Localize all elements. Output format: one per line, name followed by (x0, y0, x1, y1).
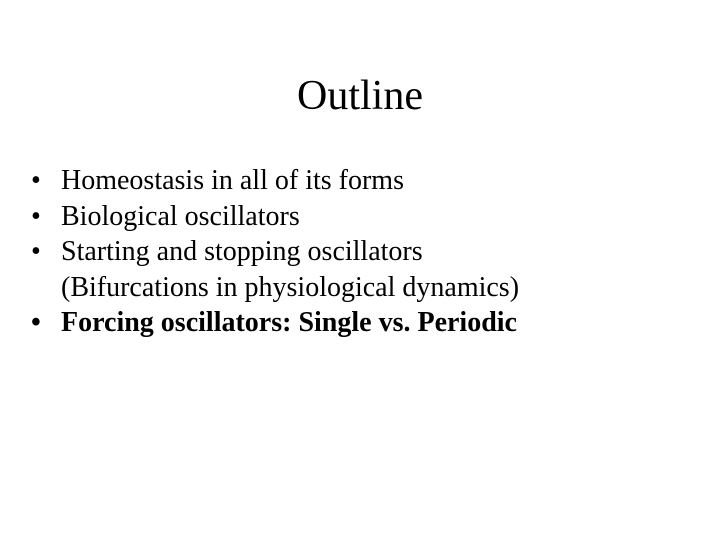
bullet-text (61, 234, 700, 305)
bullet-list (30, 163, 700, 341)
bullet-text (61, 305, 700, 341)
bullet-icon: • (31, 165, 41, 196)
bullet-icon: • (31, 307, 41, 338)
bullet-item-starting-stopping (30, 234, 700, 305)
bullet-icon: • (31, 236, 41, 267)
bullet-text (61, 163, 700, 199)
bullet-line: Starting and stopping oscillators (61, 236, 423, 267)
bullet-line: Homeostasis in all of its forms (61, 165, 404, 196)
bullet-item-forcing-oscillators (30, 305, 700, 341)
bullet-item-biological-oscillators (30, 199, 700, 235)
bullet-icon: • (31, 200, 41, 232)
bullet-line: (Bifurcations in physiological dynamics) (61, 271, 520, 303)
bullet-line: Forcing oscillators: Single vs. Periodic (61, 307, 517, 338)
bullet-text (61, 199, 700, 235)
bullet-line: Biological oscillators (61, 200, 300, 232)
bullet-item-homeostasis (30, 163, 700, 199)
slide-title: Outline (297, 73, 423, 119)
